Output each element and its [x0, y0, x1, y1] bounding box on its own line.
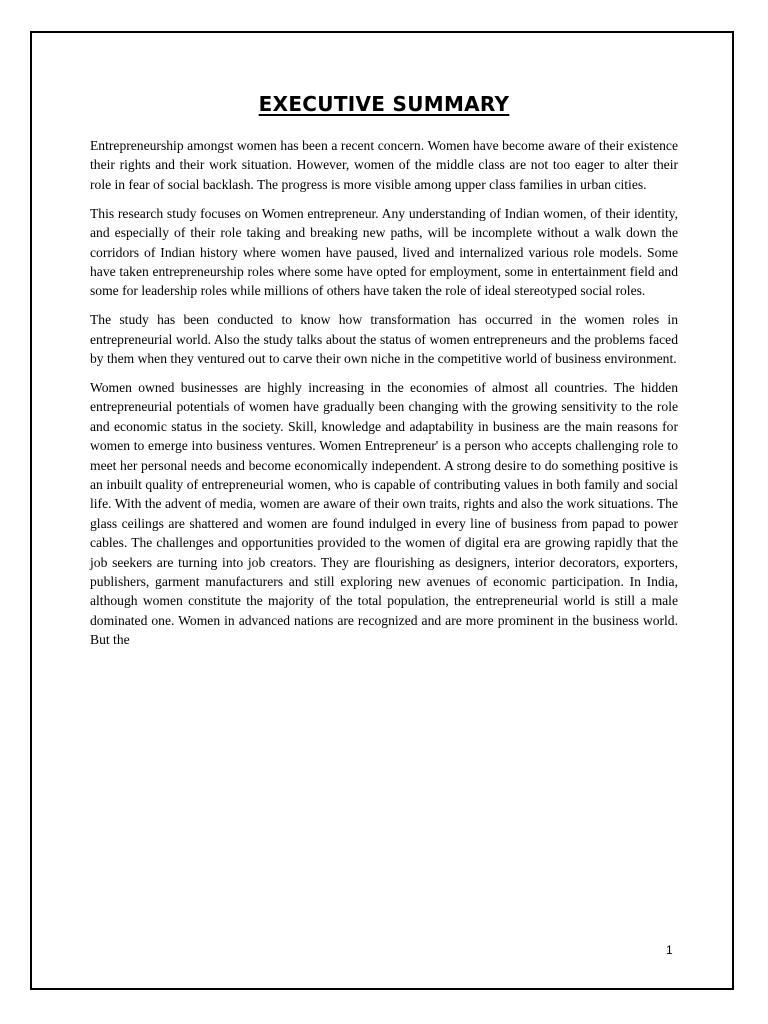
paragraph-2: This research study focuses on Women entrepreneur. Any understanding of Indian women, of their identity, and especially of their role taking and breaking new paths, will be incomplete without a walk down the corridors of Indian history where women have paused, lived and internalized various role models. Some have taken entrepreneurship roles where some have opted for employment, some in entertainment field and some for leadership roles while millions of others have taken the role of ideal stereotyped social roles.	[90, 205, 678, 299]
page-title: EXECUTIVE SUMMARY	[258, 92, 510, 116]
paragraph-1: Entrepreneurship amongst women has been a recent concern. Women have become aware of their existence their rights and their work situation. However, women of the middle class are not too eager to alter their role in fear of social backlash. The progress is more visible among upper class families in urban cities.	[90, 138, 678, 192]
page-number: 1	[666, 943, 673, 957]
document-body	[90, 136, 678, 659]
paragraph-4: Women owned businesses are highly increasing in the economies of almost all countries. The hidden entrepreneurial potentials of women have gradually been changing with the growing sensitivity to the role and economic status in the society. Skill, knowledge and adaptability in business are the main reasons for women to emerge into business ventures. Women Entrepreneur' is a person who accepts challenging role to meet her personal needs and become economically independent. A strong desire to do something positive is an inbuilt quality of entrepreneurial women, who is capable of contributing values in both family and social life. With the advent of media, women are aware of their own traits, rights and also the work situations. The glass ceilings are shattered and women are found indulged in every line of business from papad to power cables. The challenges and opportunities provided to the women of digital era are growing rapidly that the job seekers are turning into job creators. They are flourishing as designers, interior decorators, exporters, publishers, garment manufacturers and still exploring new avenues of economic participation. In India, although women constitute the majority of the total population, the entrepreneurial world is still a male dominated one. Women in advanced nations are recognized and are more prominent in the business world. But the	[90, 379, 678, 648]
paragraph-3: The study has been conducted to know how transformation has occurred in the women roles in entrepreneurial world. Also the study talks about the status of women entrepreneurs and the problems faced by them when they ventured out to carve their own niche in the competitive world of business environment.	[90, 312, 678, 367]
